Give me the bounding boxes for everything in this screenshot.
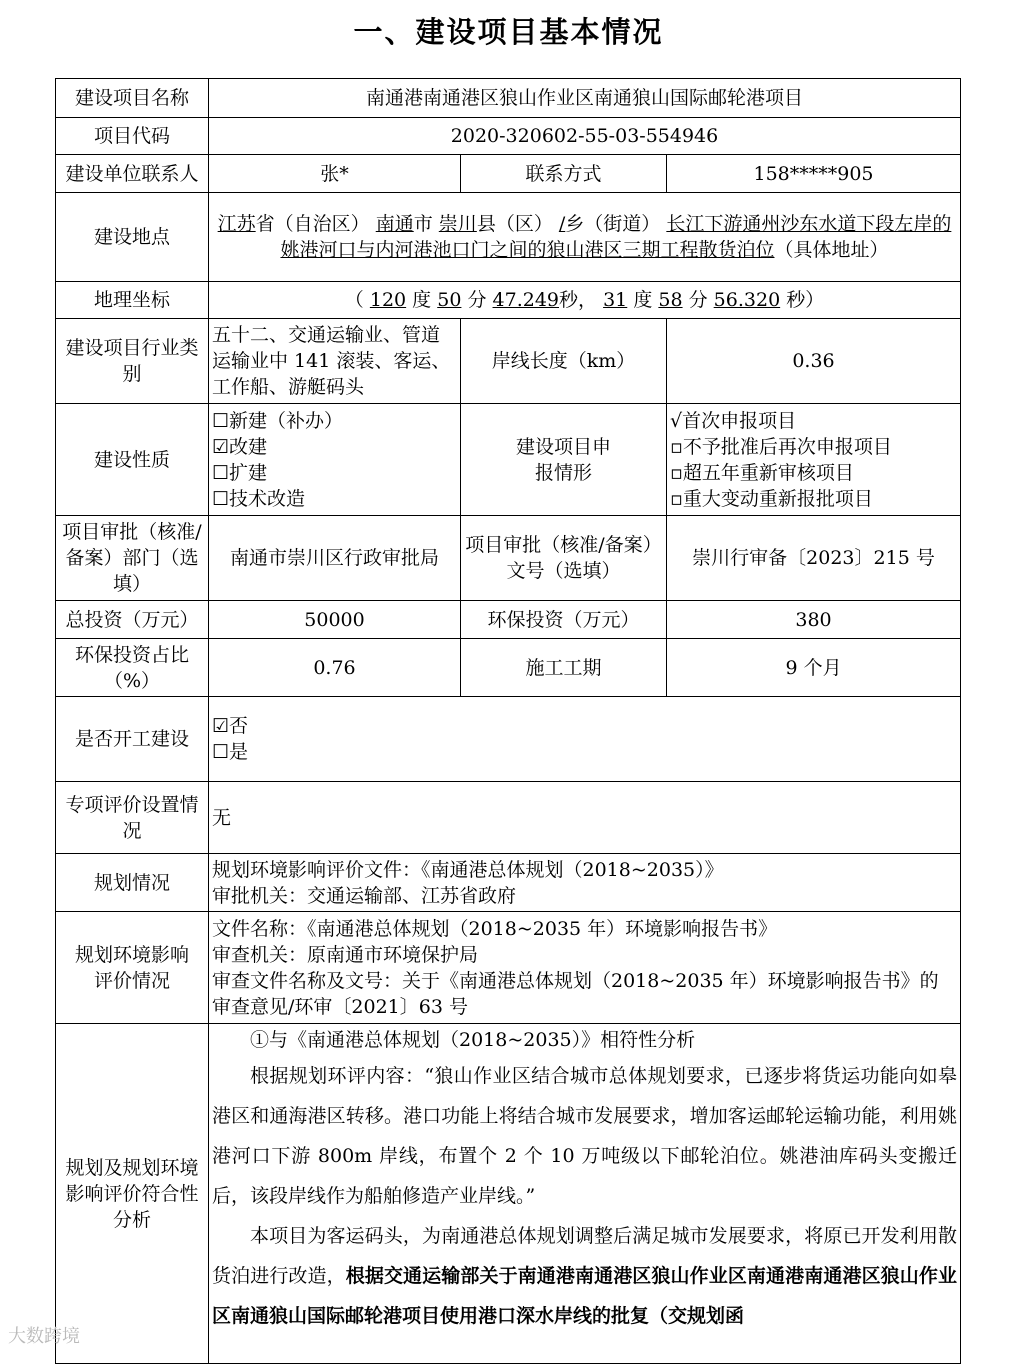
- row-conformity: [56, 1024, 961, 1364]
- row-project-name: [56, 79, 961, 118]
- phone-label: 联系方式: [461, 155, 667, 193]
- report-options: [667, 404, 961, 516]
- special-label: 专项评价设置情况: [56, 782, 209, 854]
- location-city: 南通: [375, 213, 414, 235]
- coords-open: （: [344, 289, 364, 311]
- lat-degree: 31: [603, 289, 628, 311]
- project-info-table: [55, 78, 961, 1364]
- row-location: [56, 193, 961, 282]
- option-rebuild-checkbox: ☑改建: [212, 435, 268, 458]
- row-nature: [56, 404, 961, 516]
- planning-eia-line-1: 文件名称：《南通港总体规划（2018~2035 年）环境影响报告书》: [212, 917, 778, 940]
- row-special: [56, 782, 961, 854]
- started-options: [209, 697, 961, 782]
- sec-end: 秒）: [786, 289, 825, 311]
- special-value: 无: [209, 782, 961, 854]
- period-label: 施工工期: [461, 639, 667, 697]
- report-major-change-option: ▫重大变动重新报批项目: [670, 487, 873, 510]
- shore-value: 0.36: [667, 319, 961, 404]
- env-investment-value: 380: [667, 601, 961, 639]
- started-label: 是否开工建设: [56, 697, 209, 782]
- location-town: /: [558, 213, 566, 235]
- planning-eia-label: 规划环境影响评价情况: [56, 912, 209, 1024]
- location-label: 建设地点: [56, 193, 209, 282]
- page-title: 一、建设项目基本情况: [353, 15, 664, 49]
- ratio-label: 环保投资占比（%）: [56, 639, 209, 697]
- planning-line-1: 规划环境影响评价文件：《南通港总体规划（2018~2035）》: [212, 858, 724, 881]
- lon-second: 47.249: [492, 289, 560, 311]
- report-first-option: √首次申报项目: [670, 409, 797, 432]
- env-investment-label: 环保投资（万元）: [461, 601, 667, 639]
- option-new-checkbox: ☐新建（补办）: [212, 409, 344, 432]
- lat-minute: 58: [658, 289, 683, 311]
- contact-value: 张*: [209, 155, 461, 193]
- min-unit-2: 分: [688, 289, 708, 311]
- industry-value: 五十二、交通运输业、管道运输业中 141 滚装、客运、工作船、游艇码头: [209, 319, 461, 404]
- approval-doc: 崇川行审备〔2023〕215 号: [667, 516, 961, 601]
- deg-unit: 度: [412, 289, 432, 311]
- deg-unit-2: 度: [633, 289, 653, 311]
- conformity-heading: ①与《南通港总体规划（2018~2035）》相符性分析: [250, 1029, 696, 1051]
- row-ratio: [56, 639, 961, 697]
- location-county-suffix: 县（区）: [476, 213, 553, 235]
- lon-degree: 120: [369, 289, 407, 311]
- sec-unit: 秒，: [559, 289, 598, 311]
- row-planning-eia: [56, 912, 961, 1024]
- report-resubmit-option: ▫不予批准后再次申报项目: [670, 435, 892, 458]
- min-unit: 分: [467, 289, 487, 311]
- conformity-para-1: 根据规划环评内容：“狼山作业区结合城市总体规划要求，已逐步将货运功能向如皋港区和通海港区转移。港口功能上将结合城市发展要求，增加客运邮轮运输功能，利用姚港河口下游 800m 岸线，布置个 2 个 10 万吨级以下邮轮泊位。姚港油库码头变搬迁后，该段岸线作为船舶修造产业岸线。”: [212, 1065, 958, 1207]
- project-name-label: 建设项目名称: [56, 79, 209, 118]
- approval-dept: 南通市崇川区行政审批局: [209, 516, 461, 601]
- phone-value: 158*****905: [667, 155, 961, 193]
- location-province-suffix: 省（自治区）: [255, 213, 370, 235]
- location-value: [209, 193, 961, 282]
- location-province: 江苏: [217, 213, 256, 235]
- project-code-value: 2020-320602-55-03-554946: [209, 118, 961, 155]
- project-code-label: 项目代码: [56, 118, 209, 155]
- coords-value: [209, 282, 961, 319]
- investment-value: 50000: [209, 601, 461, 639]
- location-address-suffix: （具体地址）: [774, 239, 889, 261]
- nature-options: [209, 404, 461, 516]
- ratio-value: 0.76: [209, 639, 461, 697]
- lat-second: 56.320: [713, 289, 781, 311]
- coords-label: 地理坐标: [56, 282, 209, 319]
- planning-line-2: 审批机关：交通运输部、江苏省政府: [212, 884, 517, 907]
- planning-label: 规划情况: [56, 854, 209, 912]
- report-five-year-option: ▫超五年重新审核项目: [670, 461, 854, 484]
- lon-minute: 50: [437, 289, 462, 311]
- location-address: 长江下游通州沙东水道下段左岸的姚港河口与内河港池口门之间的狼山港区三期工程散货泊位: [280, 213, 952, 261]
- conformity-para-2-normal: 本项目为客运码头，为南通港总体规划调整后满足城市发展要求，将原已开发利用散货泊进行改造，: [212, 1225, 958, 1287]
- planning-eia-line-2: 审查机关：原南通市环境保护局: [212, 943, 479, 966]
- approval-doc-label: 项目审批（核准/备案）文号（选填）: [461, 516, 667, 601]
- watermark: 大数跨境: [8, 1326, 80, 1347]
- report-label: 建设项目申报情形: [461, 404, 667, 516]
- investment-label: 总投资（万元）: [56, 601, 209, 639]
- contact-label: 建设单位联系人: [56, 155, 209, 193]
- project-name-value: 南通港南通港区狼山作业区南通狼山国际邮轮港项目: [209, 79, 961, 118]
- option-expand-checkbox: ☐扩建: [212, 461, 268, 484]
- started-yes-checkbox: ☐是: [212, 741, 249, 763]
- row-project-code: [56, 118, 961, 155]
- row-industry: [56, 319, 961, 404]
- conformity-label: 规划及规划环境影响评价符合性分析: [56, 1024, 209, 1364]
- conformity-para-2: [212, 1216, 957, 1336]
- row-planning: [56, 854, 961, 912]
- nature-label: 建设性质: [56, 404, 209, 516]
- planning-eia-value: [209, 912, 961, 1024]
- row-started: [56, 697, 961, 782]
- industry-label: 建设项目行业类别: [56, 319, 209, 404]
- planning-eia-line-3: 审查文件名称及文号：关于《南通港总体规划（2018~2035 年）环境影响报告书》的审查意见/环审〔2021〕63 号: [212, 969, 939, 1018]
- row-approval: [56, 516, 961, 601]
- conformity-value: [209, 1024, 961, 1364]
- location-county: 崇川: [438, 213, 477, 235]
- option-tech-checkbox: ☐技术改造: [212, 487, 306, 510]
- row-contact: [56, 155, 961, 193]
- location-city-suffix: 市: [413, 213, 433, 235]
- planning-value: [209, 854, 961, 912]
- approval-label: 项目审批（核准/备案）部门（选填）: [56, 516, 209, 601]
- row-investment: [56, 601, 961, 639]
- period-value: 9 个月: [667, 639, 961, 697]
- shore-label: 岸线长度（km）: [461, 319, 667, 404]
- started-no-checkbox: ☑否: [212, 715, 249, 737]
- conformity-para-2-bold: 根据交通运输部关于南通港南通港区狼山作业区南通港南通港区狼山作业区南通狼山国际邮轮港项目使用港口深水岸线的批复（交规划函: [212, 1265, 957, 1327]
- location-town-suffix: 乡（街道）: [565, 213, 661, 235]
- row-coords: [56, 282, 961, 319]
